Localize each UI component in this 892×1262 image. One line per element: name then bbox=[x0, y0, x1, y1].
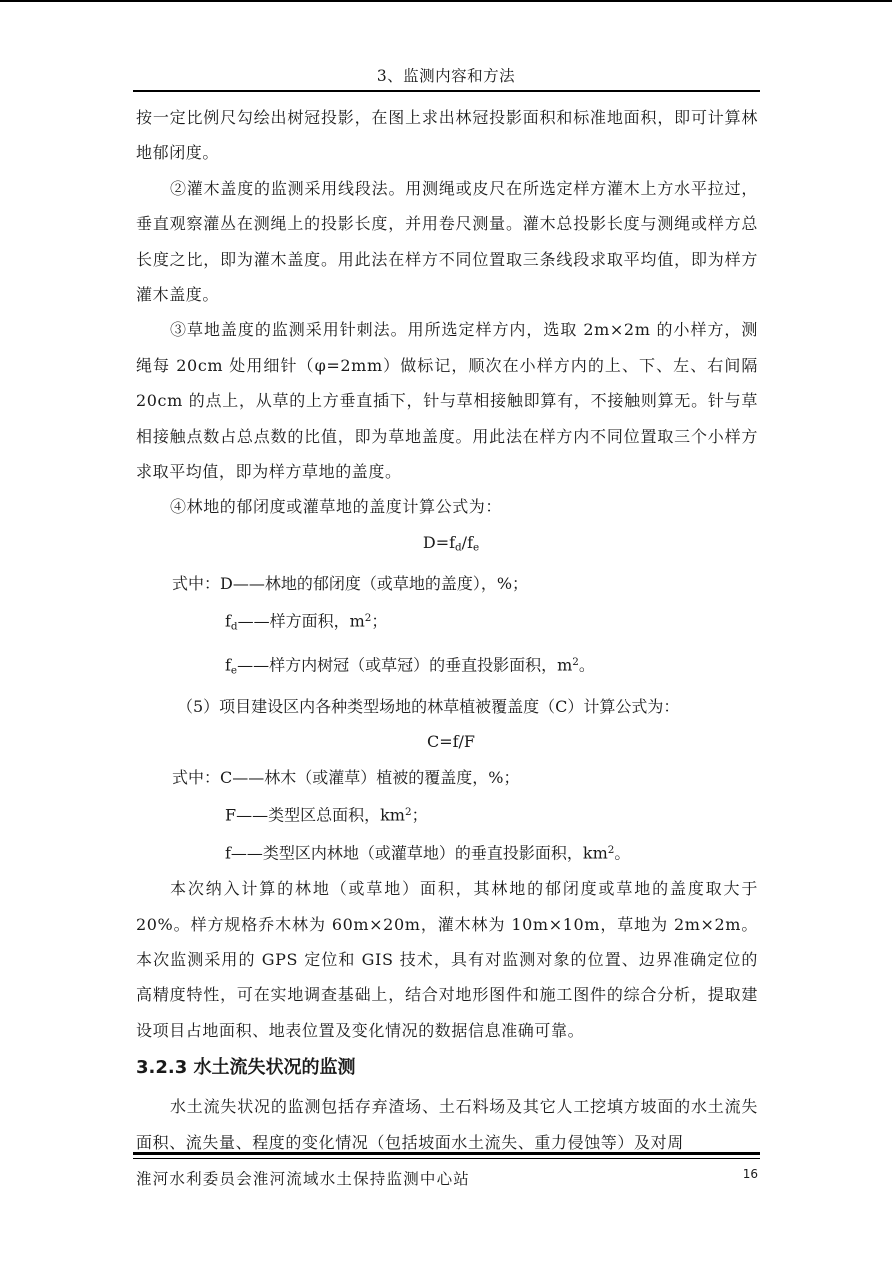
definition-fe bbox=[136, 645, 758, 689]
definition-text: ——样方内树冠（或草冠）的垂直投影面积，m bbox=[237, 655, 573, 675]
paragraph-grass-coverage: ③草地盖度的监测采用针刺法。用所选定样方内，选取 2m×2m 的小样方，测绳每 20cm 处用细针（φ=2mm）做标记，顺次在小样方内的上、下、左、右间隔 20cm 的点上，从草的上方垂直插下，针与草相接触即算有，不接触则算无。针与草相接触点数占总点数的比值，即为草地盖度。用此法在样方内不同位置取三个小样方求取平均值，即为样方草地的盖度。 bbox=[136, 320, 758, 482]
item-5-coverage-formula-intro: （5）项目建设区内各种类型场地的林草植被覆盖度（C）计算公式为： bbox=[177, 696, 680, 716]
definition-text: f——类型区内林地（或灌草地）的垂直投影面积，km bbox=[225, 843, 608, 863]
punctuation: 。 bbox=[614, 843, 631, 863]
superscript: 2 bbox=[404, 805, 412, 818]
formula-part: D=f bbox=[422, 532, 456, 552]
page-number: 16 bbox=[742, 1167, 758, 1181]
header-divider bbox=[133, 90, 760, 92]
formula-canopy-density bbox=[136, 525, 758, 566]
superscript: 2 bbox=[364, 612, 372, 625]
punctuation: 。 bbox=[578, 655, 595, 675]
formula-vegetation-coverage: C=f/F bbox=[426, 732, 476, 752]
punctuation: ； bbox=[411, 805, 428, 825]
definition-fd bbox=[136, 601, 758, 645]
definition-text: F——类型区总面积，km bbox=[225, 805, 405, 825]
footer-divider-thin bbox=[133, 1158, 760, 1159]
running-header-title: 3、监测内容和方法 bbox=[376, 67, 516, 85]
definition-F bbox=[136, 795, 758, 833]
definition-text: ——样方面积，m bbox=[237, 612, 365, 631]
formula-subscript: d bbox=[455, 541, 462, 554]
paragraph-summary: 本次纳入计算的林地（或草地）面积，其林地的郁闭度或草地的盖度取大于20%。样方规格乔木林为 60m×20m，灌木林为 10m×10m，草地为 2m×2m。本次监测采用的 GPS 定位和 GIS 技术，具有对监测对象的位置、边界准确定位的高精度特性，可在实地调查基础上，结合对地形图件和施工图件的综合分析，提取建设项目占地面积、地表位置及变化情况的数据信息准确可靠。 bbox=[136, 879, 758, 1040]
symbol: f bbox=[225, 612, 231, 631]
symbol-subscript: d bbox=[230, 620, 238, 633]
definition-f bbox=[136, 833, 758, 871]
section-heading-3-2-3: 3.2.3 水土流失状况的监测 bbox=[136, 1057, 356, 1079]
formula-subscript: e bbox=[472, 541, 480, 554]
formula-part: /f bbox=[461, 532, 473, 552]
superscript: 2 bbox=[607, 844, 615, 857]
paragraph-erosion-monitoring: 水土流失状况的监测包括存弃渣场、土石料场及其它人工挖填方坡面的水土流失面积、流失量、程度的变化情况（包括坡面水土流失、重力侵蚀等）及对周 bbox=[136, 1097, 758, 1152]
symbol: f bbox=[225, 655, 231, 675]
definition-d: 式中：D——林地的郁闭度（或草地的盖度），%； bbox=[172, 573, 529, 593]
symbol-subscript: e bbox=[230, 664, 238, 677]
top-border-line bbox=[0, 0, 892, 2]
footer-divider-thick bbox=[133, 1152, 760, 1155]
page-body bbox=[136, 100, 758, 1160]
superscript: 2 bbox=[572, 656, 579, 668]
paragraph-shrub-coverage: ②灌木盖度的监测采用线段法。用测绳或皮尺在所选定样方灌木上方水平拉过，垂直观察灌丛在测绳上的投影长度，并用卷尺测量。灌木总投影长度与测绳或样方总长度之比，即为灌木盖度。用此法在样方不同位置取三条线段求取平均值，即为样方灌木盖度。 bbox=[136, 178, 758, 305]
punctuation: ； bbox=[371, 612, 388, 631]
footer-organization: 淮河水利委员会淮河流域水土保持监测中心站 bbox=[136, 1170, 471, 1188]
paragraph-formula-intro: ④林地的郁闭度或灌草地的盖度计算公式为： bbox=[170, 497, 503, 517]
definition-c: 式中：C——林木（或灌草）植被的覆盖度，%； bbox=[172, 767, 520, 787]
paragraph-forest-canopy-continued: 按一定比例尺勾绘出树冠投影，在图上求出林冠投影面积和标准地面积，即可计算林地郁闭度。 bbox=[136, 108, 758, 163]
